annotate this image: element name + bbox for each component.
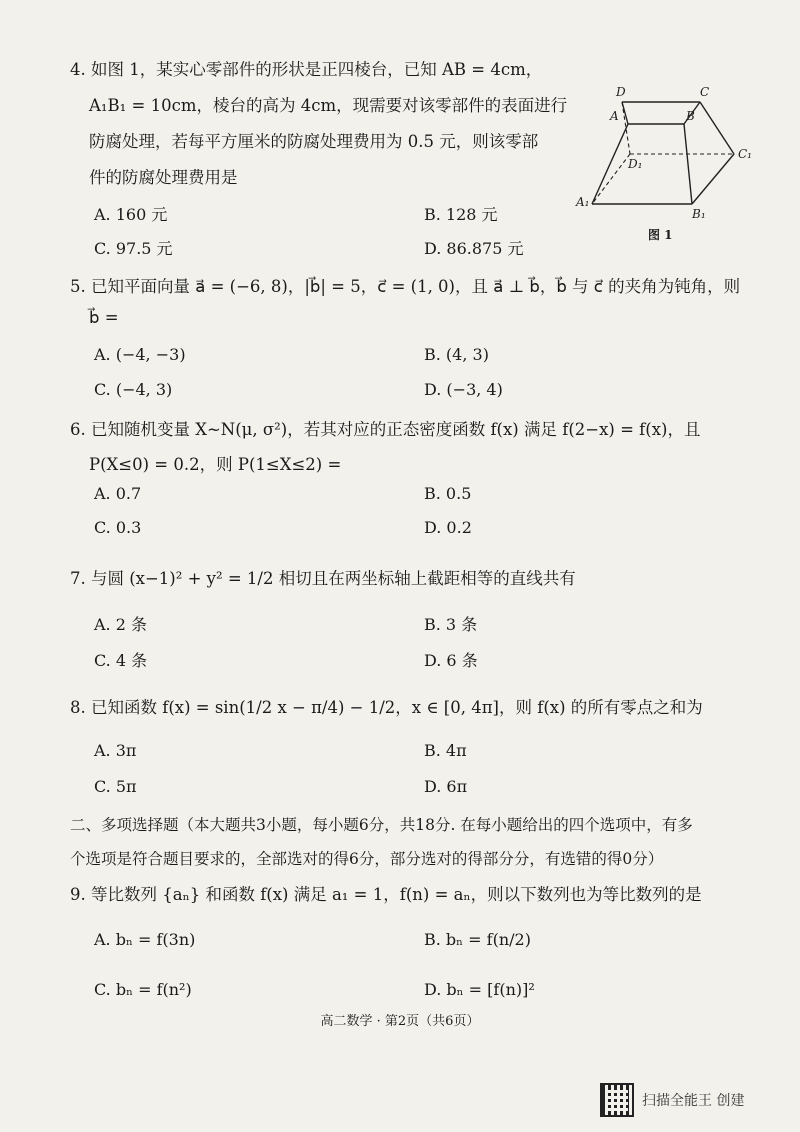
q6-line1: 6. 已知随机变量 X~N(μ, σ²)，若其对应的正态密度函数 f(x) 满足 f(2−x) = f(x)，且: [70, 420, 701, 439]
q6-option-a: A. 0.7: [94, 484, 142, 503]
q6-line2: P(X≤0) = 0.2，则 P(1≤X≤2) =: [89, 455, 342, 474]
q9-option-d: D. bₙ = [f(n)]²: [424, 980, 535, 999]
scanner-watermark: [600, 1082, 744, 1118]
label-b1: B₁: [692, 207, 706, 221]
q7-option-c: C. 4 条: [94, 651, 148, 670]
label-a1: A₁: [576, 195, 590, 209]
page-footer: 高二数学 · 第2页（共6页）: [320, 1014, 480, 1029]
q7-option-b: B. 3 条: [424, 615, 478, 634]
q5-option-c: C. (−4, 3): [94, 380, 173, 399]
q4-option-b: B. 128 元: [424, 205, 498, 224]
qr-code-icon: [600, 1083, 634, 1117]
q4-option-d: D. 86.875 元: [424, 239, 524, 258]
watermark-text: 扫描全能王 创建: [642, 1093, 745, 1109]
q4-line4: 件的防腐处理费用是: [89, 168, 238, 187]
frustum-figure: [572, 54, 772, 254]
q8-option-b: B. 4π: [424, 741, 467, 760]
q8-option-d: D. 6π: [424, 777, 468, 796]
q8-option-c: C. 5π: [94, 777, 137, 796]
label-b: B: [686, 109, 695, 123]
q5-option-a: A. (−4, −3): [94, 345, 186, 364]
section2-line1: 二、多项选择题（本大题共3小题，每小题6分，共18分. 在每小题给出的四个选项中，有多: [70, 816, 693, 834]
figure-caption: 图 1: [648, 228, 673, 242]
q7-option-d: D. 6 条: [424, 651, 478, 670]
q8-option-a: A. 3π: [94, 741, 137, 760]
q8-line1: 8. 已知函数 f(x) = sin(1/2 x − π/4) − 1/2，x ∈ [0, 4π]，则 f(x) 的所有零点之和为: [70, 698, 703, 717]
q9-line1: 9. 等比数列 {aₙ} 和函数 f(x) 满足 a₁ = 1，f(n) = aₙ，则以下数列也为等比数列的是: [70, 885, 702, 904]
q7-line1: 7. 与圆 (x−1)² + y² = 1/2 相切且在两坐标轴上截距相等的直线共有: [70, 569, 576, 588]
label-c: C: [700, 85, 710, 99]
q4-line1: 4. 如图 1，某实心零部件的形状是正四棱台，已知 AB = 4cm，: [70, 60, 543, 79]
label-d: D: [616, 85, 626, 99]
label-a: A: [610, 109, 619, 123]
label-d1: D₁: [628, 157, 643, 171]
q6-option-d: D. 0.2: [424, 518, 472, 537]
q5-option-d: D. (−3, 4): [424, 380, 503, 399]
q6-option-b: B. 0.5: [424, 484, 472, 503]
q4-line2: A₁B₁ = 10cm，棱台的高为 4cm，现需要对该零部件的表面进行: [89, 96, 568, 115]
q4-line3: 防腐处理，若每平方厘米的防腐处理费用为 0.5 元，则该零部: [89, 132, 539, 151]
label-c1: C₁: [738, 147, 752, 161]
q7-option-a: A. 2 条: [94, 615, 147, 634]
q5-line2: b⃗ =: [89, 308, 119, 327]
q6-option-c: C. 0.3: [94, 518, 142, 537]
q5-line1: 5. 已知平面向量 a⃗ = (−6, 8)，|b⃗| = 5，c⃗ = (1, 0)，且 a⃗ ⊥ b⃗，b⃗ 与 c⃗ 的夹角为钝角，则: [70, 277, 741, 296]
q9-option-a: A. bₙ = f(3n): [94, 930, 196, 949]
q5-option-b: B. (4, 3): [424, 345, 489, 364]
q9-option-b: B. bₙ = f(n/2): [424, 930, 531, 949]
q4-option-c: C. 97.5 元: [94, 239, 173, 258]
q4-option-a: A. 160 元: [94, 205, 168, 224]
q9-option-c: C. bₙ = f(n²): [94, 980, 192, 999]
section2-line2: 个选项是符合题目要求的，全部选对的得6分，部分选对的得部分分，有选错的得0分）: [70, 850, 664, 868]
